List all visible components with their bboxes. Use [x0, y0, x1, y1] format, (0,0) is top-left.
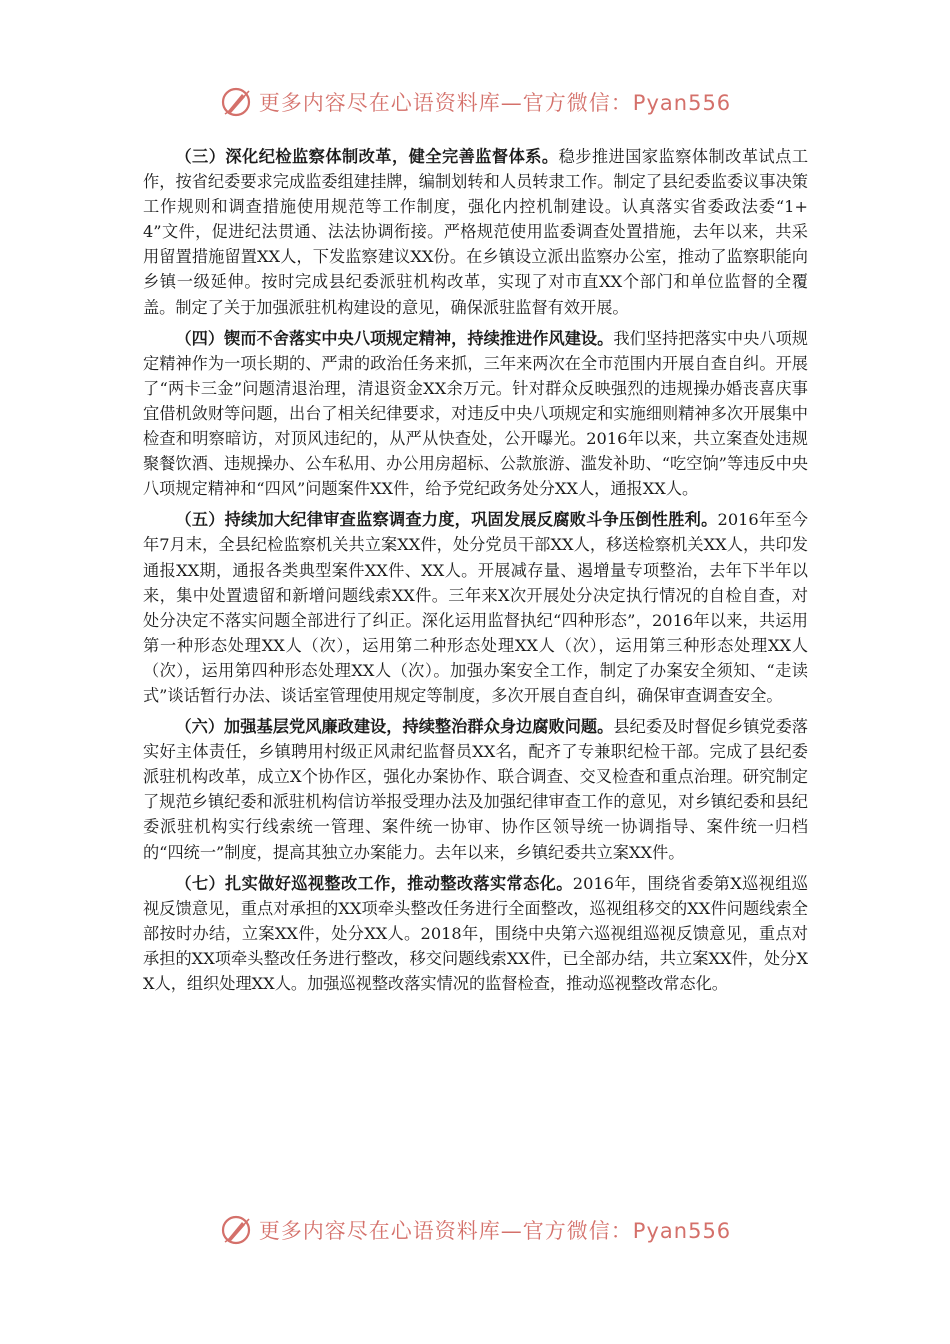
header-banner-text: 更多内容尽在心语资料库—官方微信：Pyan556: [258, 91, 732, 115]
paragraph-text: 2016年至今年7月末，全县纪检监察机关共立案XX件，处分党员干部XX人，移送检察机关XX人，共印发通报XX期，通报各类典型案件XX件、XX人。开展减存量、遏增量专项整治，去年下半年以来，集中处置遗留和新增问题线索XX件。三年来X次开展处分决定执行情况的自检自查，对处分决定不落实问题全部进行了纠正。深化运用监督执纪“四种形态”，2016年以来，共运用第一种形态处理XX人（次），运用第二种形态处理XX人（次），运用第三种形态处理XX人（次），运用第四种形态处理XX人（次）。加强办案安全工作，制定了办案安全须知、“走读式”谈话暂行办法、谈话室管理使用规定等制度，多次开展自查自纠，确保审查调查安全。: [143, 510, 808, 705]
paragraph-text: 县纪委及时督促乡镇党委落实好主体责任，乡镇聘用村级正风肃纪监督员XX名，配齐了专兼职纪检干部。完成了县纪委派驻机构改革，成立X个协作区，强化办案协作、联合调查、交叉检查和重点治理。研究制定了规范乡镇纪委和派驻机构信访举报受理办法及加强纪律审查工作的意见，对乡镇纪委和县纪委派驻机构实行线索统一管理、案件统一协审、协作区领导统一协调指导、案件统一归档的“四统一”制度，提高其独立办案能力。去年以来，乡镇纪委共立案XX件。: [143, 717, 808, 862]
paragraph-text: 2016年，围绕省委第X巡视组巡视反馈意见，重点对承担的XX项牵头整改任务进行全面整改，巡视组移交的XX件问题线索全部按时办结，立案XX件，处分XX人。2018年，围绕中央第六巡视组巡视反馈意见，重点对承担的XX项牵头整改任务进行整改，移交问题线索XX件，已全部办结，共立案XX件，处分XX人，组织处理XX人。加强巡视整改落实情况的监督检查，推动巡视整改常态化。: [143, 873, 808, 993]
paragraph-heading: （三）深化纪检监察体制改革，健全完善监督体系。: [175, 147, 559, 166]
paragraph-heading: （五）持续加大纪律审查监察调查力度，巩固发展反腐败斗争压倒性胜利。: [175, 510, 718, 530]
pen-circle-logo-icon: [219, 1213, 253, 1247]
paragraph-text: 我们坚持把落实中央八项规定精神作为一项长期的、严肃的政治任务来抓，三年来两次在全市范围内开展自查自纠。开展了“两卡三金”问题清退治理，清退资金XX余万元。针对群众反映强烈的违规操办婚丧喜庆事宜借机敛财等问题，出台了相关纪律要求，对违反中央八项规定和实施细则精神多次开展集中检查和明察暗访，对顶风违纪的，从严从快查处，公开曝光。2016年以来，共立案查处违规聚餐饮酒、违规操办、公车私用、办公用房超标、公款旅游、滥发补助、“吃空饷”等违反中央八项规定精神和“四风”问题案件XX件，给予党纪政务处分XX人，通报XX人。: [143, 328, 808, 499]
paragraph-7: [143, 871, 808, 996]
paragraph-4: [143, 326, 808, 502]
document-body: [143, 144, 808, 1002]
paragraph-heading: （六）加强基层党风廉政建设，持续整治群众身边腐败问题。: [175, 717, 614, 737]
header-banner: [0, 82, 950, 122]
paragraph-text: 稳步推进国家监察体制改革试点工作，按省纪委要求完成监委组建挂牌，编制划转和人员转隶工作。制定了县纪委监委议事决策工作规则和调查措施使用规范等工作制度，强化内控机制建设。认真落实省委政法委“1+4”文件，促进纪法贯通、法法协调衔接。严格规范使用监委调查处置措施，去年以来，共采用留置措施留置XX人，下发监察建议XX份。在乡镇设立派出监察办公室，推动了监察职能向乡镇一级延伸。按时完成县纪委派驻机构改革，实现了对市直XX个部门和单位监督的全覆盖。制定了关于加强派驻机构建设的意见，确保派驻监督有效开展。: [143, 147, 809, 317]
paragraph-6: [143, 714, 808, 865]
paragraph-3: [143, 144, 808, 320]
paragraph-heading: （四）锲而不舍落实中央八项规定精神，持续推进作风建设。: [175, 328, 614, 348]
paragraph-heading: （七）扎实做好巡视整改工作，推动整改落实常态化。: [175, 873, 573, 893]
pen-circle-logo-icon: [219, 85, 253, 119]
paragraph-5: [143, 507, 808, 708]
footer-banner: [0, 1210, 950, 1250]
footer-banner-text: 更多内容尽在心语资料库—官方微信：Pyan556: [258, 1219, 732, 1243]
